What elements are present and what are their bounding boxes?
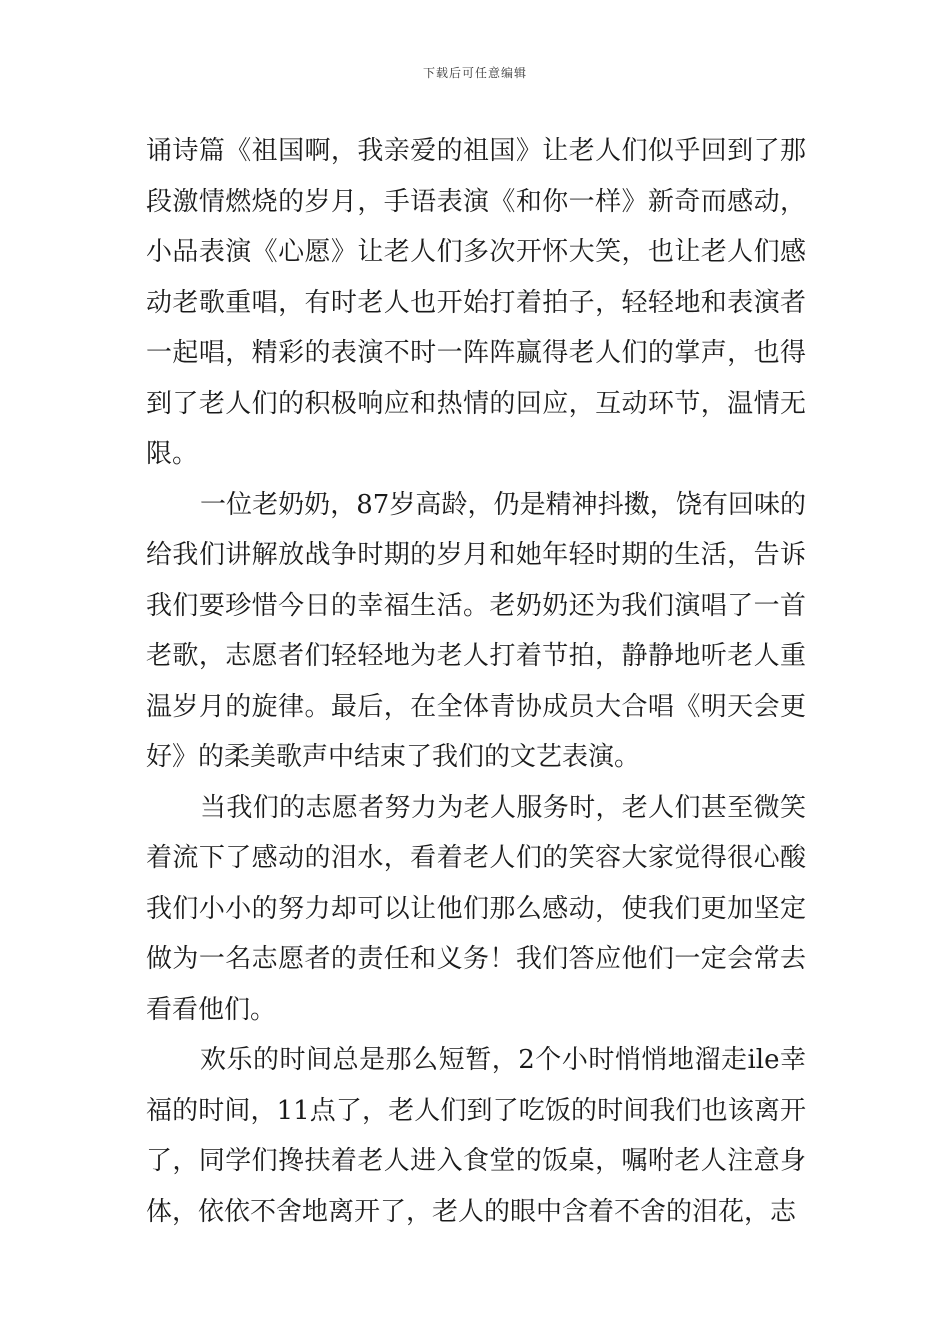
paragraph-4: 欢乐的时间总是那么短暂，2个小时悄悄地溜走ile幸福的时间，11点了，老人们到了吃饭的时间我们也该离开了，同学们搀扶着老人进入食堂的饭桌，嘱咐老人注意身体，依依不舍地离开了，老人的眼中含着不舍的泪花，志 — [146, 1045, 806, 1227]
paragraph-3: 当我们的志愿者努力为老人服务时，老人们甚至微笑着流下了感动的泪水，看着老人们的笑容大家觉得很心酸我们小小的努力却可以让他们那么感动，使我们更加坚定做为一名志愿者的责任和义务！我们答应他们一定会常去看看他们。 — [146, 792, 806, 1025]
document-body — [146, 126, 806, 1237]
page-header-note: 下载后可任意编辑 — [422, 66, 527, 80]
paragraph-2: 一位老奶奶，87岁高龄，仍是精神抖擞，饶有回味的给我们讲解放战争时期的岁月和她年轻时期的生活，告诉我们要珍惜今日的幸福生活。老奶奶还为我们演唱了一首老歌，志愿者们轻轻地为老人打着节拍，静静地听老人重温岁月的旋律。最后，在全体青协成员大合唱《明天会更好》的柔美歌声中结束了我们的文艺表演。 — [146, 489, 806, 772]
paragraph-1: 诵诗篇《祖国啊，我亲爱的祖国》让老人们似乎回到了那段激情燃烧的岁月，手语表演《和你一样》新奇而感动，小品表演《心愿》让老人们多次开怀大笑，也让老人们感动老歌重唱，有时老人也开始打着拍子，轻轻地和表演者一起唱，精彩的表演不时一阵阵赢得老人们的掌声，也得到了老人们的积极响应和热情的回应，互动环节，温情无限。 — [146, 136, 806, 469]
